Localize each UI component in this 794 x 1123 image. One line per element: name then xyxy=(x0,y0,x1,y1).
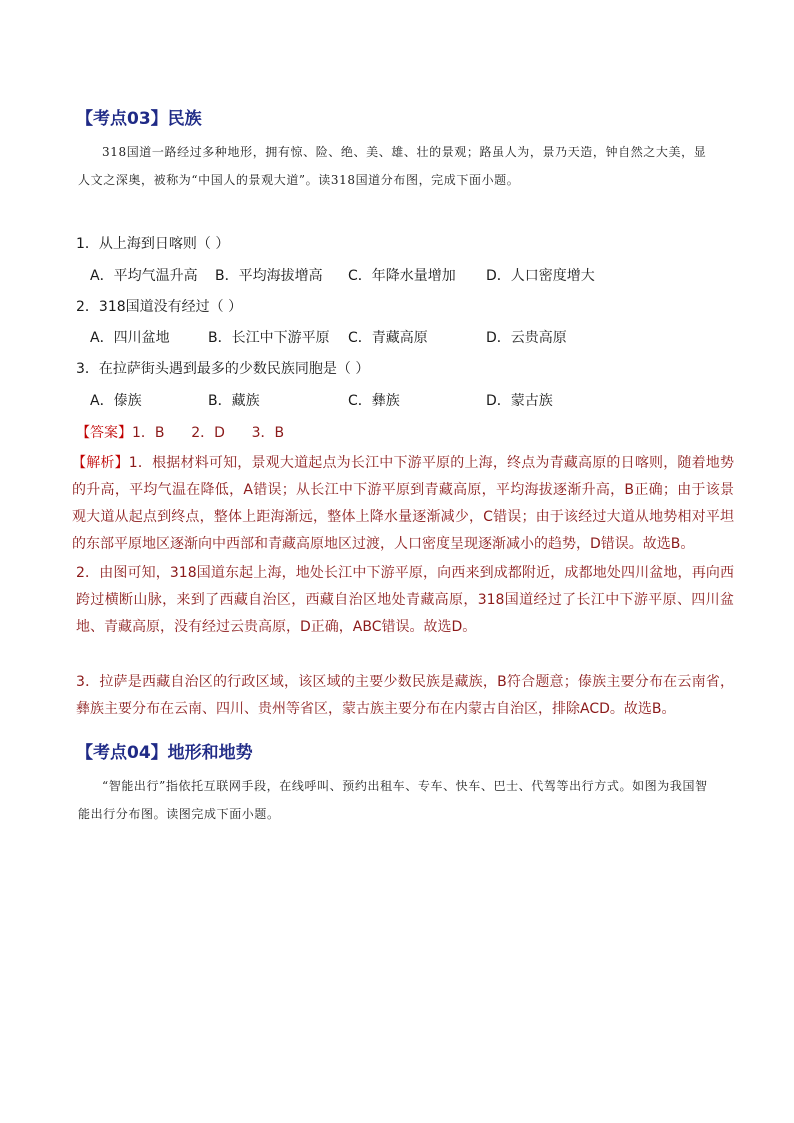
explanation-1 xyxy=(72,450,734,558)
question-2-stem: 2．318国道没有经过（ ） xyxy=(76,299,243,315)
q2-option-b: B．长江中下游平原 xyxy=(208,330,330,346)
q1-option-c: C．年降水量增加 xyxy=(348,268,456,284)
section-heading-03: 【考点03】民族 xyxy=(76,109,202,129)
q3-option-c: C．彝族 xyxy=(348,393,400,409)
question-3-stem: 3．在拉萨街头遇到最多的少数民族同胞是（ ） xyxy=(76,361,370,377)
intro-passage-smart-travel: “智能出行”指依托互联网手段，在线呼叫、预约出租车、专车、快车、巴士、代驾等出行方式。如图为我国智能出行分布图。读图完成下面小题。 xyxy=(78,779,708,821)
question-1-stem: 1．从上海到日喀则（ ） xyxy=(76,236,230,252)
q3-option-d: D．蒙古族 xyxy=(486,393,553,409)
q1-option-d: D．人口密度增大 xyxy=(486,268,595,284)
q1-option-b: B．平均海拔增高 xyxy=(215,268,323,284)
q2-option-c: C．青藏高原 xyxy=(348,330,428,346)
q1-option-a: A．平均气温升高 xyxy=(90,268,198,284)
answer-values: 1．B 2．D 3．B xyxy=(132,425,285,441)
explanation-3: 3．拉萨是西藏自治区的行政区域，该区域的主要少数民族是藏族，B符合题意；傣族主要分布在云南省，彝族主要分布在云南、四川、贵州等省区，蒙古族主要分布在内蒙古自治区，排除ACD。故选B。 xyxy=(76,674,734,717)
explanation-tag: 【解析】 xyxy=(72,455,129,471)
answer-tag: 【答案】 xyxy=(76,425,132,441)
section-heading-04: 【考点04】地形和地势 xyxy=(76,743,253,763)
explanation-2: 2．由图可知，318国道东起上海，地处长江中下游平原，向西来到成都附近，成都地处四川盆地，再向西跨过横断山脉，来到了西藏自治区，西藏自治区地处青藏高原，318国道经过了长江中下游平原、四川盆地、青藏高原，没有经过云贵高原，D正确，ABC错误。故选D。 xyxy=(76,565,734,635)
q2-option-a: A．四川盆地 xyxy=(90,330,170,346)
intro-passage-318: 318国道一路经过多种地形，拥有惊、险、绝、美、雄、壮的景观；路虽人为，景乃天造，钟自然之大美，显人文之深奥，被称为“中国人的景观大道”。读318国道分布图，完成下面小题。 xyxy=(78,145,707,187)
answer-line xyxy=(76,423,284,443)
q3-option-b: B．藏族 xyxy=(208,393,260,409)
q3-option-a: A．傣族 xyxy=(90,393,142,409)
q2-option-d: D．云贵高原 xyxy=(486,330,567,346)
explanation-1-text: 1．根据材料可知，景观大道起点为长江中下游平原的上海，终点为青藏高原的日喀则，随着地势的升高，平均气温在降低，A错误；从长江中下游平原到青藏高原，平均海拔逐渐升高，B正确；由于该景观大道从起点到终点，整体上距海渐远，整体上降水量逐渐减少，C错误；由于该经过大道从地势相对平坦的东部平原地区逐渐向中西部和青藏高原地区过渡，人口密度呈现逐渐减小的趋势，D错误。故选B。 xyxy=(72,455,735,552)
